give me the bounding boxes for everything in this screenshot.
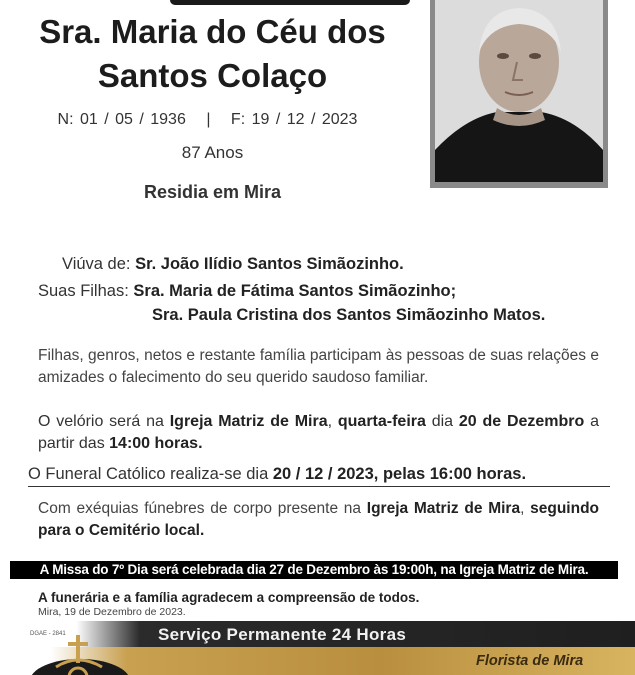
birth-date: N: 01 / 05 / 1936 (57, 111, 186, 128)
daughter-2-line (152, 306, 545, 325)
daughters-label: Suas Filhas: (38, 282, 129, 300)
wake-t2: , (327, 413, 338, 430)
wake-day: 20 de Dezembro (458, 413, 585, 430)
thanks-text: A funerária e a família agradecem a compreensão de todos. (38, 590, 420, 605)
exequies-t2: , (520, 500, 531, 517)
age: 87 Anos (181, 143, 244, 162)
wake-time: 14:00 horas. (109, 435, 203, 452)
photo-frame (430, 0, 608, 188)
funeral-t1: O Funeral Católico realiza-se dia (28, 465, 273, 483)
exequies-then: seguindo para o Cemitério local. (38, 500, 600, 539)
wake-t1: O velório será na (38, 413, 170, 430)
top-decor-bar (170, 0, 410, 5)
daughter-2: Sra. Paula Cristina dos Santos Simãozinho Matos. (152, 306, 546, 324)
portrait-illustration (435, 0, 603, 182)
footer (0, 621, 635, 675)
name-line-2: Santos Colaço (97, 57, 328, 94)
funeral-text (28, 465, 610, 487)
date-separator: | (206, 111, 211, 128)
daughter-1: Sra. Maria de Fátima Santos Simãozinho; (133, 282, 457, 300)
widow-label: Viúva de: (62, 255, 131, 273)
florist-name: Florista de Mira (476, 653, 584, 669)
wake-t4: a partir das (38, 413, 600, 452)
wake-text (38, 411, 599, 455)
widow-line (62, 255, 404, 274)
wake-t3: dia (425, 413, 459, 430)
deceased-name (0, 10, 425, 98)
daughters-line (38, 282, 456, 301)
name-line-1: Sra. Maria do Céu dos (39, 13, 386, 50)
funeral-when: 20 / 12 / 2023, pelas 16:00 horas. (272, 465, 527, 483)
mass-banner: A Missa do 7º Dia será celebrada dia 27 de Dezembro às 19:00h, na Igreja Matriz de Mira. (10, 561, 618, 579)
service-slogan: Serviço Permanente 24 Horas (158, 625, 407, 644)
wake-weekday: quarta-feira (337, 413, 426, 430)
exequies-text (38, 498, 599, 542)
widow-name: Sr. João Ilídio Santos Simãozinho. (135, 255, 404, 273)
portrait-photo (435, 0, 603, 182)
wake-place: Igreja Matriz de Mira (169, 413, 328, 430)
exequies-t1: Com exéquias fúnebres de corpo presente na (38, 500, 367, 517)
exequies-place: Igreja Matriz de Mira (366, 500, 521, 517)
residence: Residia em Mira (143, 182, 282, 202)
death-date: F: 19 / 12 / 2023 (230, 111, 358, 128)
place-date: Mira, 19 de Dezembro de 2023. (38, 606, 186, 618)
license-code: DGAE - 2841 (30, 631, 66, 637)
announcement-text: Filhas, genros, netos e restante família participam às pessoas de suas relações e amizades o falecimento do seu querido saudoso familiar. (38, 347, 599, 386)
life-dates (0, 111, 415, 129)
